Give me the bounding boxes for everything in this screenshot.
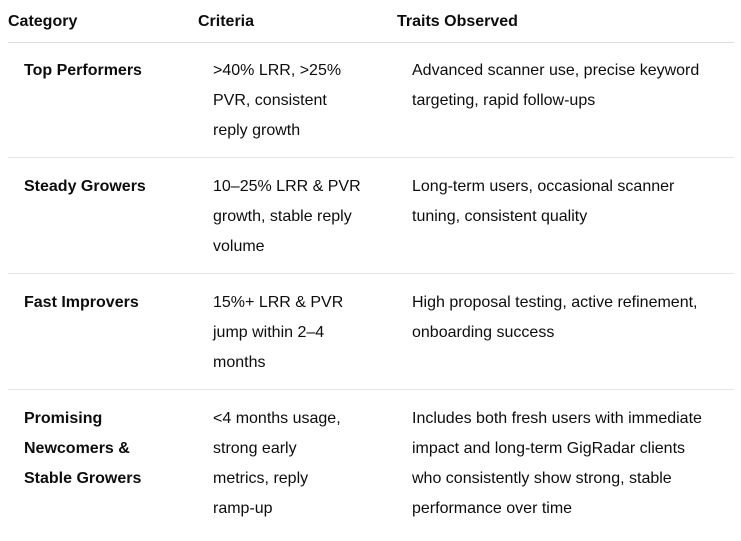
traits-line: High proposal testing, active refinement, bbox=[412, 294, 698, 311]
criteria-line: volume bbox=[213, 238, 265, 255]
criteria-line: 10–25% LRR & PVR bbox=[213, 178, 361, 195]
traits-line: Long-term users, occasional scanner bbox=[412, 178, 675, 195]
table-row bbox=[8, 42, 734, 158]
row-category bbox=[24, 56, 184, 86]
header-criteria: Criteria bbox=[198, 13, 255, 30]
criteria-line: jump within 2–4 bbox=[213, 324, 325, 341]
row-category bbox=[24, 172, 184, 202]
table-row bbox=[8, 158, 734, 274]
table-header bbox=[8, 0, 734, 43]
traits-line: Includes both fresh users with immediate bbox=[412, 410, 702, 427]
traits-line: who consistently show strong, stable bbox=[412, 470, 672, 487]
criteria-line: PVR, consistent bbox=[213, 92, 327, 109]
traits-line: impact and long-term GigRadar clients bbox=[412, 440, 686, 457]
table-row bbox=[8, 274, 734, 390]
row-criteria bbox=[213, 288, 393, 378]
criteria-line: months bbox=[213, 354, 266, 371]
category-line: Stable Growers bbox=[24, 470, 142, 487]
traits-line: targeting, rapid follow-ups bbox=[412, 92, 596, 109]
row-traits bbox=[412, 56, 734, 116]
criteria-line: <4 months usage, bbox=[213, 410, 341, 427]
traits-line: Advanced scanner use, precise keyword bbox=[412, 62, 700, 79]
category-line: Top Performers bbox=[24, 62, 142, 79]
category-line: Fast Improvers bbox=[24, 294, 139, 311]
criteria-line: reply growth bbox=[213, 122, 301, 139]
category-line: Steady Growers bbox=[24, 178, 146, 195]
traits-line: onboarding success bbox=[412, 324, 555, 341]
criteria-line: ramp-up bbox=[213, 500, 273, 517]
row-category bbox=[24, 288, 184, 318]
row-criteria bbox=[213, 56, 393, 146]
criteria-line: >40% LRR, >25% bbox=[213, 62, 342, 79]
row-category bbox=[24, 404, 184, 494]
row-traits bbox=[412, 172, 734, 232]
row-traits bbox=[412, 404, 734, 524]
category-line: Newcomers & bbox=[24, 440, 130, 457]
criteria-line: strong early bbox=[213, 440, 297, 457]
traits-line: performance over time bbox=[412, 500, 573, 517]
table-row bbox=[8, 390, 734, 541]
row-traits bbox=[412, 288, 734, 348]
criteria-line: metrics, reply bbox=[213, 470, 309, 487]
traits-line: tuning, consistent quality bbox=[412, 208, 588, 225]
header-traits: Traits Observed bbox=[397, 13, 518, 30]
category-line: Promising bbox=[24, 410, 103, 427]
criteria-line: growth, stable reply bbox=[213, 208, 352, 225]
header-category: Category bbox=[8, 13, 78, 30]
row-criteria bbox=[213, 404, 393, 524]
row-criteria bbox=[213, 172, 393, 262]
criteria-line: 15%+ LRR & PVR bbox=[213, 294, 344, 311]
